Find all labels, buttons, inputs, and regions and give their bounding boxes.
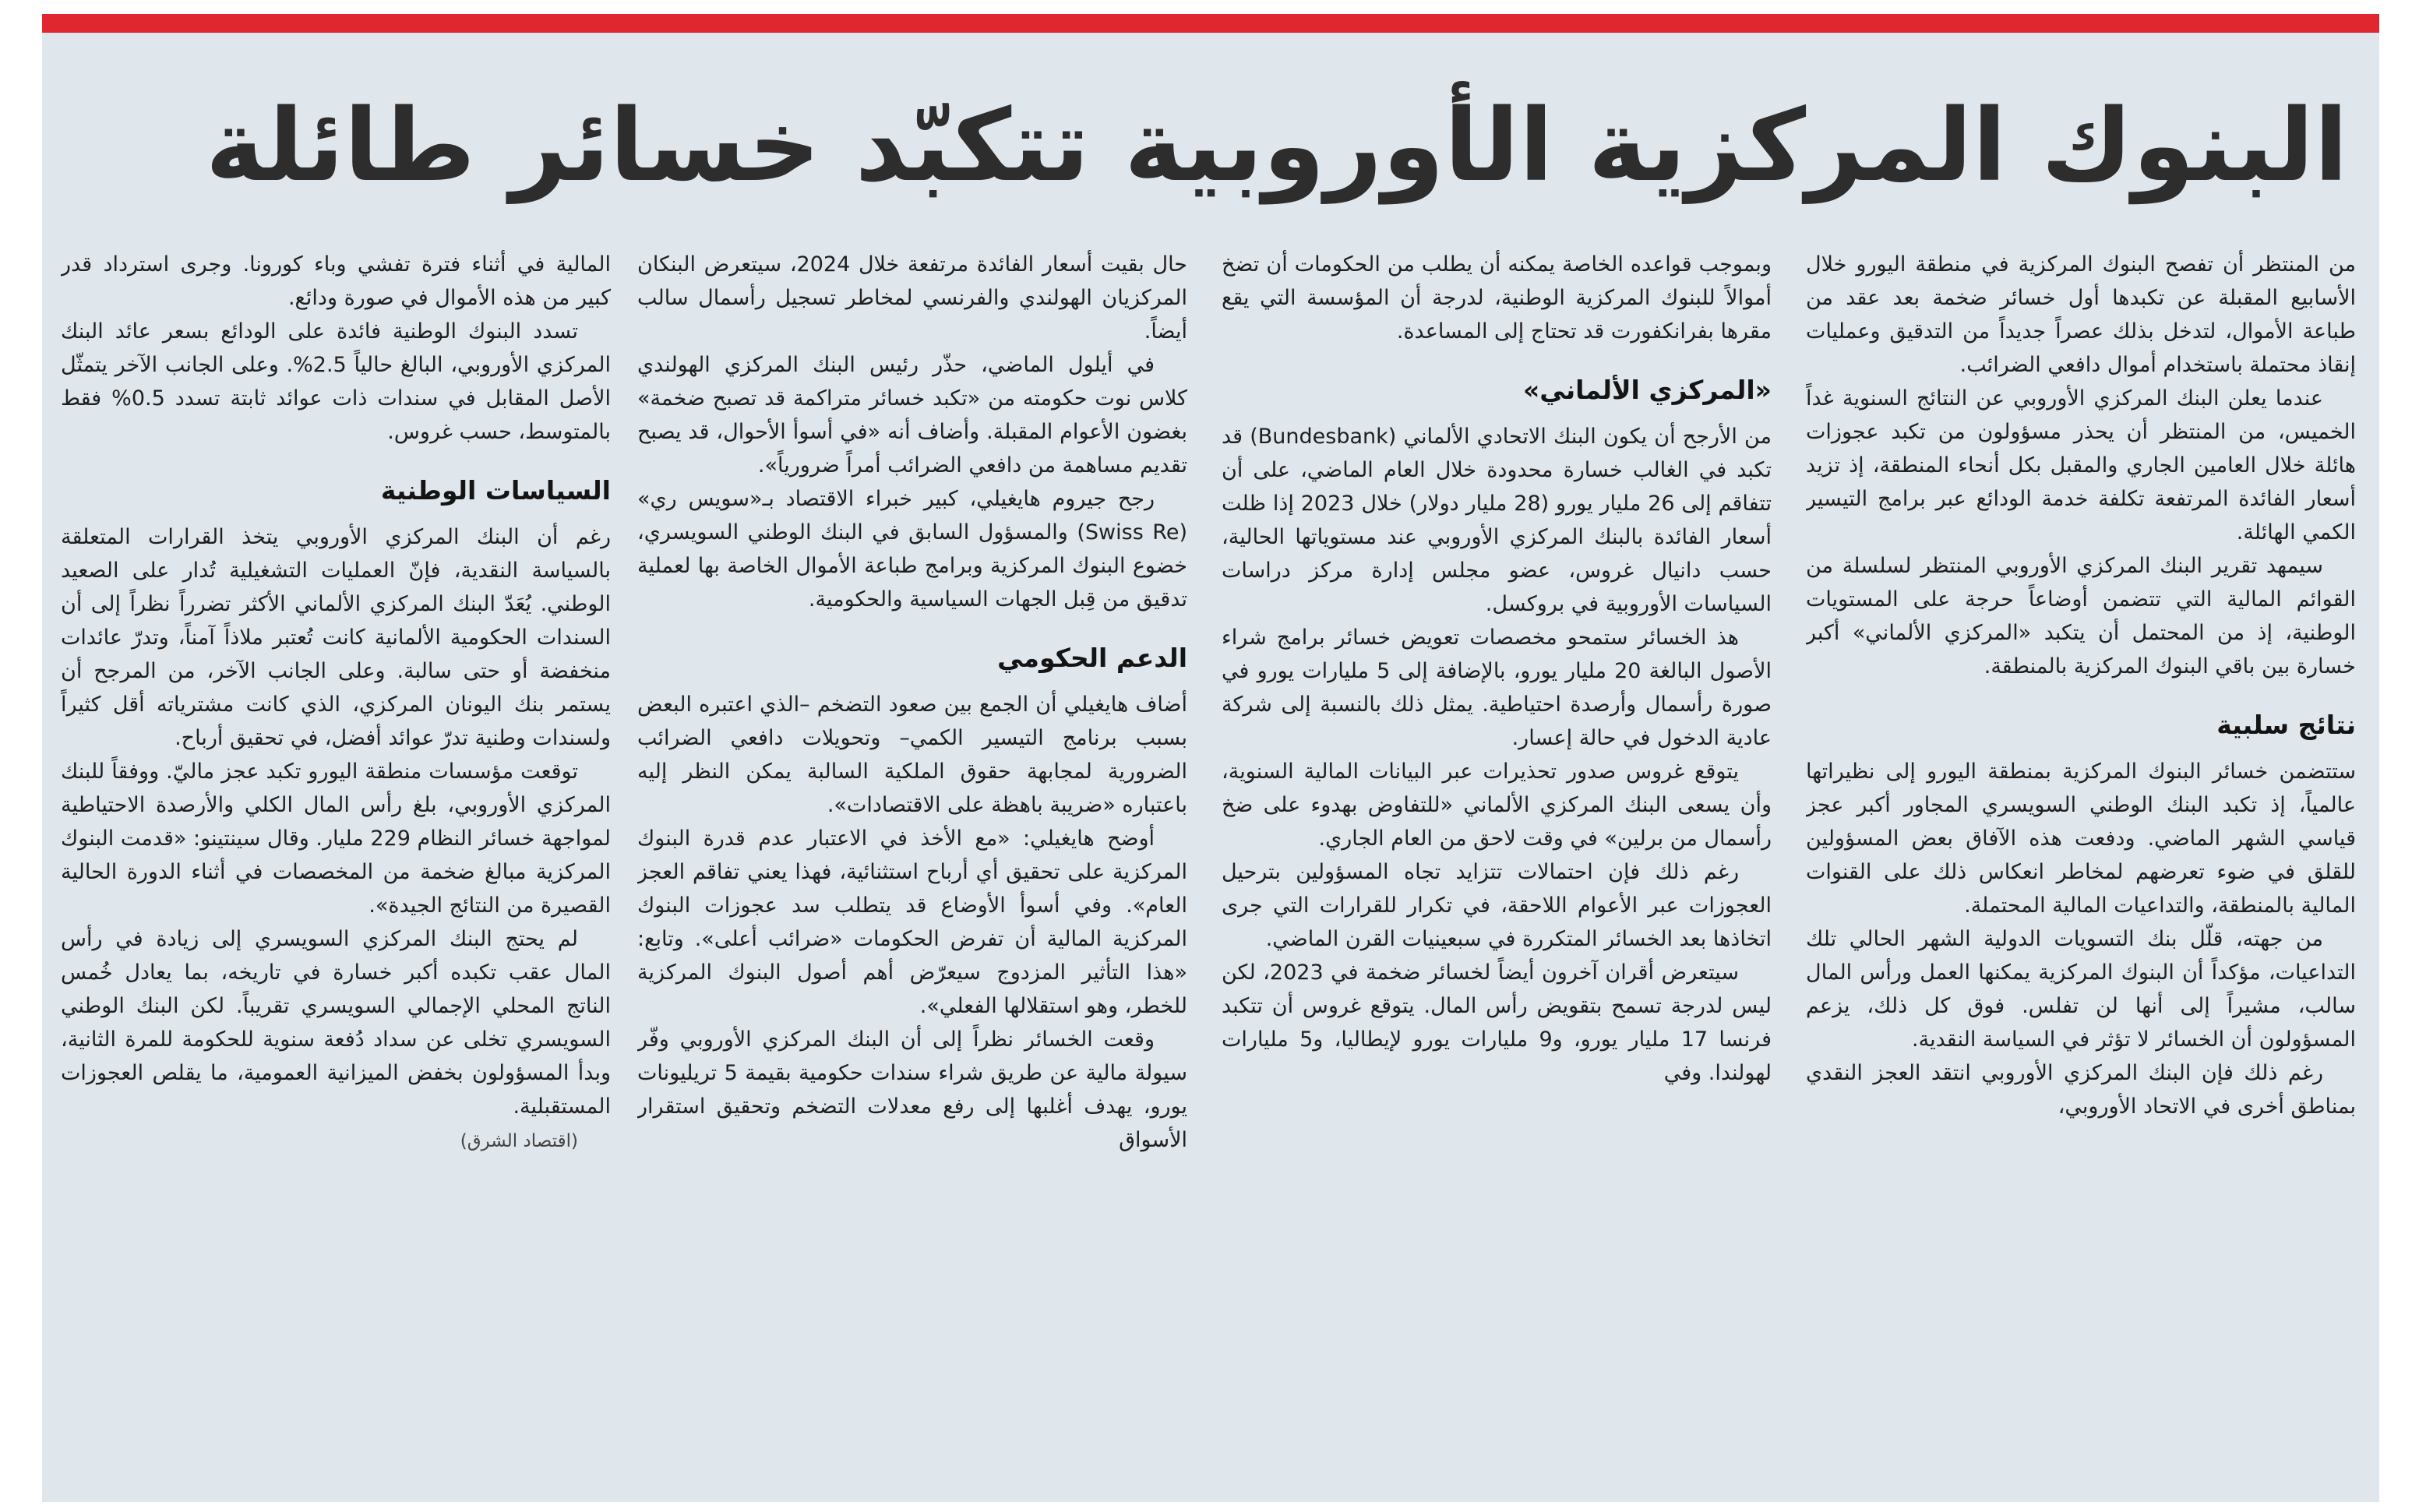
paragraph: سيمهد تقرير البنك المركزي الأوروبي المنتظر لسلسلة من القوائم المالية التي تتضمن أوضاعاً حرجة على المستويات الوطنية، إذ من المحتمل أن يتكبد «المركزي الألماني» أكبر خسارة بين باقي البنوك المركزية بالمنطقة. [1806, 554, 2356, 678]
paragraph: رغم ذلك فإن احتمالات تتزايد تجاه المسؤولين بترحيل العجوزات عبر الأعوام اللاحقة، في تكرار للقرارات التي جرى اتخاذها بعد الخسائر المتكررة في سبعينيات القرن الماضي. [1222, 860, 1772, 951]
section-heading: «المركزي الألماني» [1522, 375, 1772, 405]
column-1 [1806, 248, 2356, 1494]
source-credit-line [61, 1123, 611, 1158]
paragraph: توقعت مؤسسات منطقة اليورو تكبد عجز ماليّ. ووفقاً للبنك المركزي الأوروبي، بلغ رأس المال الكلي والأرصدة الاحتياطية لمواجهة خسائر النظام 229 مليار. وقال سينتينو: «قدمت البنوك المركزية مبالغ ضخمة من المخصصات في أثناء الدورة الحالية القصيرة من النتائج الجيدة». [61, 760, 611, 918]
column-3 [637, 248, 1187, 1494]
column-2 [1222, 248, 1772, 1494]
source-credit: (اقتصاد الشرق) [460, 1131, 578, 1151]
paragraph: يتوقع غروس صدور تحذيرات عبر البيانات المالية السنوية، وأن يسعى البنك المركزي الألماني «للتفاوض بهدوء على ضخ رأسمال من برلين» في وقت لاحق من العام الجاري. [1222, 760, 1772, 851]
paragraph: من المنتظر أن تفصح البنوك المركزية في منطقة اليورو خلال الأسابيع المقبلة عن تكبدها أول خسائر ضخمة بعد عقد من طباعة الأموال، لتدخل بذلك عصراً جديداً من التدقيق وعمليات إنقاذ محتملة باستخدام أموال دافعي الضرائب. [1806, 252, 2356, 377]
paragraph: في أيلول الماضي، حذّر رئيس البنك المركزي الهولندي كلاس نوت حكومته من «تكبد خسائر متراكمة قد تصبح ضخمة» بغضون الأعوام المقبلة. وأضاف أنه «في أسوأ الأحوال، قد يصبح تقديم مساهمة من دافعي الضرائب أمراً ضرورياً». [637, 353, 1187, 478]
paragraph: عندما يعلن البنك المركزي الأوروبي عن النتائج السنوية غداً الخميس، من المنتظر أن يحذر مسؤولون من تكبد عجوزات هائلة خلال العامين الجاري والمقبل بكل أنحاء المنطقة، إذ تزيد أسعار الفائدة المرتفعة تكلفة خدمة الودائع عبر برامج التيسير الكمي الهائلة. [1806, 386, 2356, 545]
paragraph: وبموجب قواعده الخاصة يمكنه أن يطلب من الحكومات أن تضخ أموالاً للبنوك المركزية الوطنية، لدرجة أن المؤسسة التي يقع مقرها بفرانكفورت قد تحتاج إلى المساعدة. [1222, 252, 1772, 344]
paragraph: تسدد البنوك الوطنية فائدة على الودائع بسعر عائد البنك المركزي الأوروبي، البالغ حالياً 2.5%. وعلى الجانب الآخر يتمثّل الأصل المقابل في سندات ذات عوائد ثابتة تسدد 0.5% فقط بالمتوسط، حسب غروس. [61, 319, 611, 444]
paragraph: المالية في أثناء فترة تفشي وباء كورونا. وجرى استرداد قدر كبير من هذه الأموال في صورة ودائع. [61, 252, 611, 310]
paragraph: حال بقيت أسعار الفائدة مرتفعة خلال 2024، سيتعرض البنكان المركزيان الهولندي والفرنسي لمخاطر تسجيل رأسمال سالب أيضاً. [637, 252, 1187, 344]
paragraph: لم يحتج البنك المركزي السويسري إلى زيادة في رأس المال عقب تكبده أكبر خسارة في تاريخه، بما يعادل خُمس الناتج المحلي الإجمالي السويسري تقريباً. لكن البنك الوطني السويسري تخلى عن سداد دُفعة سنوية للحكومة للمرة الثانية، وبدأ المسؤولون بخفض الميزانية العمومية، ما يقلص العجوزات المستقبلية. [61, 927, 611, 1119]
paragraph: رجح جيروم هايغيلي، كبير خبراء الاقتصاد بـ«سويس ري» (Swiss Re) والمسؤول السابق في البنك الوطني السويسري، خضوع البنوك المركزية وبرامج طباعة الأموال الخاصة بها لعملية تدقيق من قِبل الجهات السياسية والحكومية. [637, 487, 1187, 611]
paragraph: سيتعرض أقران آخرون أيضاً لخسائر ضخمة في 2023، لكن ليس لدرجة تسمح بتقويض رأس المال. يتوقع غروس أن تتكبد فرنسا 17 مليار يورو، و9 مليارات يورو لإيطاليا، و5 مليارات لهولندا. وفي [1222, 960, 1772, 1085]
section-heading: نتائج سلبية [2216, 710, 2356, 740]
paragraph: أضاف هايغيلي أن الجمع بين صعود التضخم –الذي اعتبره البعض بسبب برنامج التيسير الكمي– وتحويلات دافعي الضرائب الضرورية لمجابهة حقوق الملكية السالبة يمكن النظر إليه باعتباره «ضريبة باهظة على الاقتصادات». [637, 693, 1187, 817]
column-4 [61, 248, 611, 1494]
paragraph: أوضح هايغيلي: «مع الأخذ في الاعتبار عدم قدرة البنوك المركزية على تحقيق أي أرباح استثنائية، فهذا يعني تفاقم العجز العام». وفي أسوأ الأوضاع قد يتطلب سد عجوزات البنوك المركزية المالية أن تفرض الحكومات «ضرائب أعلى». وتابع: «هذا التأثير المزدوج سيعرّض أهم أصول البنوك المركزية للخطر، وهو استقلالها الفعلي». [637, 826, 1187, 1018]
newspaper-page [42, 14, 2379, 1502]
paragraph: هذ الخسائر ستمحو مخصصات تعويض خسائر برامج شراء الأصول البالغة 20 مليار يورو، بالإضافة إلى 5 مليارات يورو في صورة رأسمال وأرصدة احتياطية. يمثل ذلك بالنسبة إلى شركة عادية الدخول في حالة إعسار. [1222, 626, 1772, 750]
red-top-bar [42, 14, 2379, 33]
paragraph: رغم ذلك فإن البنك المركزي الأوروبي انتقد العجز النقدي بمناطق أخرى في الاتحاد الأوروبي، [1806, 1061, 2356, 1119]
paragraph: من جهته، قلّل بنك التسويات الدولية الشهر الحالي تلك التداعيات، مؤكداً أن البنوك المركزية يمكنها العمل ورأس المال سالب، مشيراً إلى أنها لن تفلس. فوق كل ذلك، يزعم المسؤولون أن الخسائر لا تؤثر في السياسة النقدية. [1806, 927, 2356, 1052]
article-headline: البنوك المركزية الأوروبية تتكبّد خسائر طائلة [205, 88, 2348, 204]
paragraph: من الأرجح أن يكون البنك الاتحادي الألماني (Bundesbank) قد تكبد في الغالب خسارة محدودة خلال العام الماضي، على أن تتفاقم إلى 26 مليار يورو (28 مليار دولار) خلال 2023 إذا ظلت أسعار الفائدة بالبنك المركزي الأوروبي عند مستوياتها الحالية، حسب دانيال غروس، عضو مجلس إدارة مركز دراسات السياسات الأوروبية في بروكسل. [1222, 425, 1772, 616]
section-heading: السياسات الوطنية [380, 475, 611, 506]
paragraph: وقعت الخسائر نظراً إلى أن البنك المركزي الأوروبي وفّر سيولة مالية عن طريق شراء سندات حكومية بقيمة 5 تريليونات يورو، يهدف أغلبها إلى رفع معدلات التضخم وتحقيق استقرار الأسواق [637, 1027, 1187, 1152]
paragraph: ستتضمن خسائر البنوك المركزية بمنطقة اليورو إلى نظيراتها عالمياً، إذ تكبد البنك الوطني السويسري المجاور أكبر عجز قياسي الشهر الماضي. ودفعت هذه الآفاق بعض المسؤولين للقلق في ضوء تعرضهم لمخاطر انعكاس ذلك على القنوات المالية بالمنطقة، والتداعيات المالية المحتملة. [1806, 760, 2356, 918]
section-heading: الدعم الحكومي [997, 643, 1187, 673]
paragraph: رغم أن البنك المركزي الأوروبي يتخذ القرارات المتعلقة بالسياسة النقدية، فإنّ العمليات التشغيلية تُدار على الصعيد الوطني. يُعَدّ البنك المركزي الألماني الأكثر تضرراً نظراً إلى أن السندات الحكومية الألمانية كانت تُعتبر ملاذاً آمناً، وتدرّ عائدات منخفضة أو حتى سالبة. وعلى الجانب الآخر، من المرجح أن يستمر بنك اليونان المركزي، الذي كانت مشترياته أقل كثيراً ولسندات وطنية تدرّ عوائد أفضل، في تحقيق أرباح. [61, 525, 611, 750]
